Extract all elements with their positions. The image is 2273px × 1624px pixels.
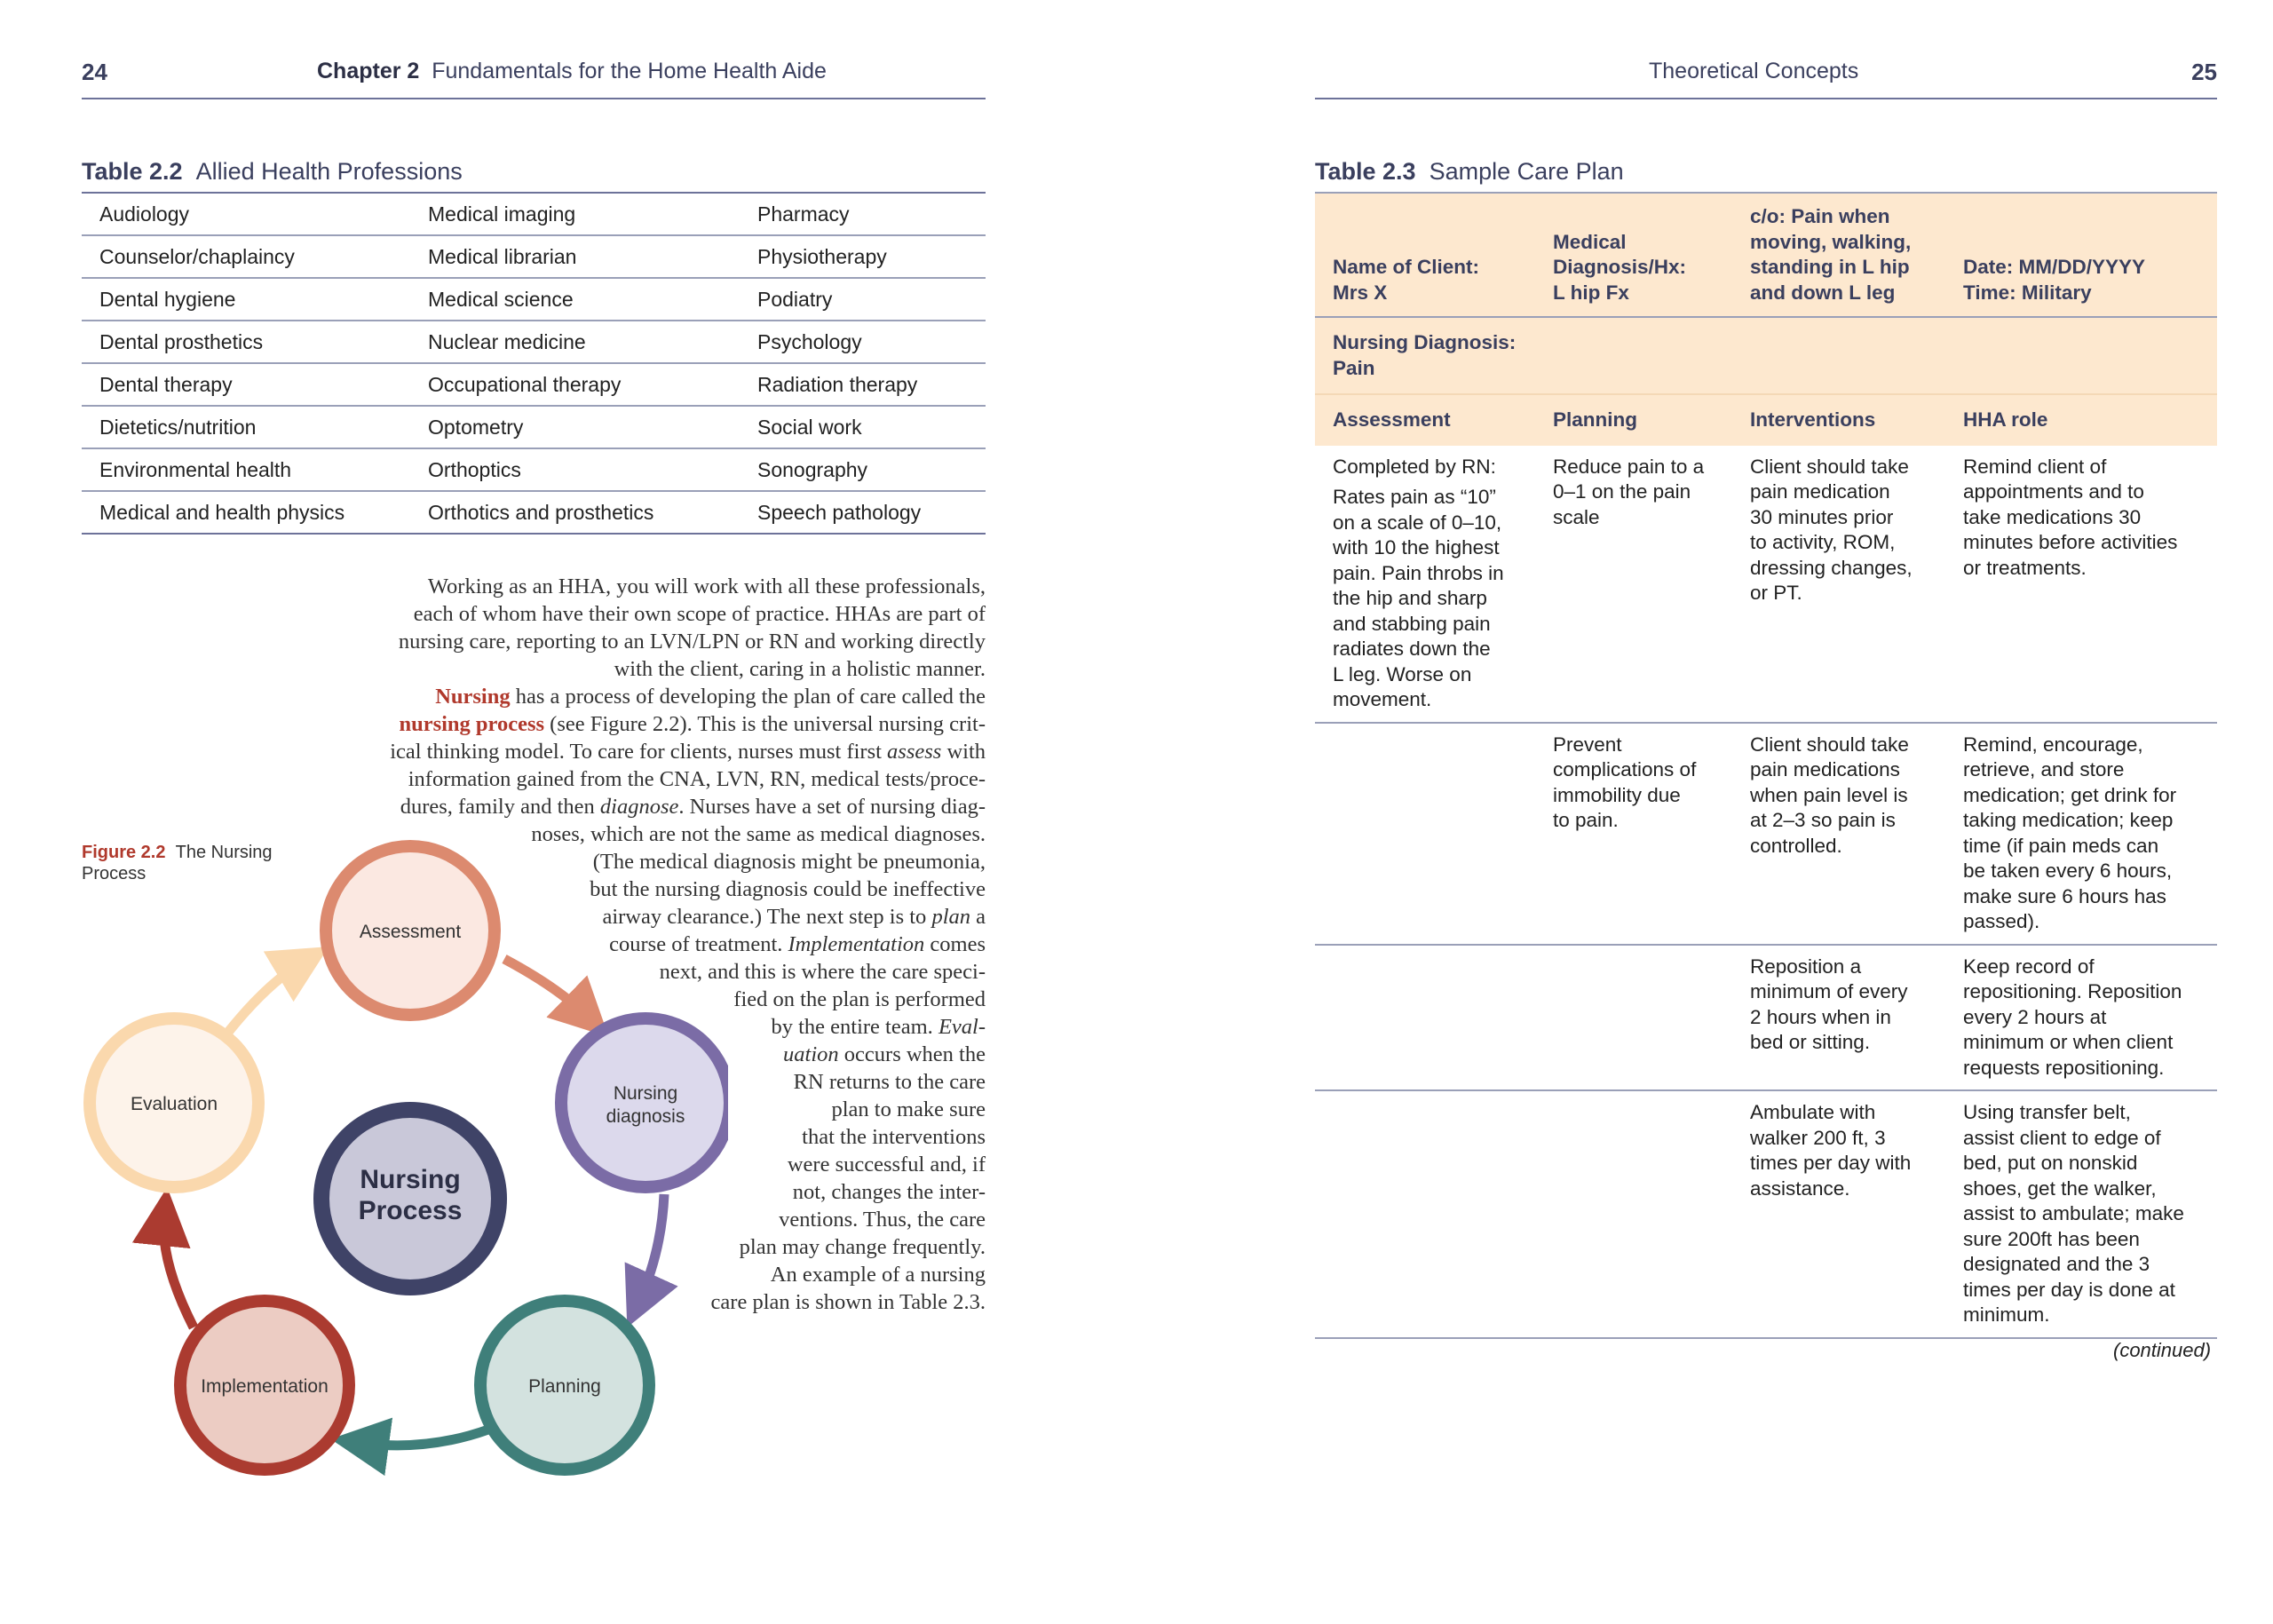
care-plan-interventions-cell — [1732, 446, 1945, 723]
body-line — [390, 710, 986, 738]
text-run: . Nurses have a set of nursing diag- — [678, 795, 986, 819]
planning-label: Planning — [528, 1376, 601, 1397]
table-cell: Medical science — [410, 278, 740, 321]
text-run: that the interventions — [802, 1125, 986, 1149]
text-run: course of treatment. — [609, 932, 788, 956]
care-plan-interventions: Ambulate with walker 200 ft, 3 times per day with assistance. — [1750, 1101, 1912, 1200]
table-cell: Social work — [740, 406, 986, 448]
care-plan-table — [1315, 192, 2217, 1339]
table-cell: Medical librarian — [410, 235, 740, 278]
care-plan-hha-role: Keep record of repositioning. Reposition every 2 hours at minimum or when client requests repositioning. — [1963, 955, 2182, 1079]
body-line — [390, 765, 986, 793]
text-run: with the client, caring in a holistic manner. — [614, 657, 986, 681]
care-plan-hha-role: Using transfer belt, assist client to edge of bed, put on nonskid shoes, get the walker, assist to ambulate; make sure 200ft has been designated and the 3 times per day is done at minimum. — [1963, 1101, 2184, 1326]
table-cell: Podiatry — [740, 278, 986, 321]
table-cell: Environmental health — [82, 448, 410, 491]
care-plan-assessment-cell — [1315, 945, 1535, 1091]
text-run: occurs when the — [838, 1042, 986, 1066]
emphasis: Implementation — [788, 932, 925, 956]
care-plan-row — [1315, 945, 2217, 1091]
continued-note: (continued) — [2113, 1339, 2212, 1361]
table-row — [82, 363, 986, 406]
body-line — [390, 655, 986, 683]
left-page — [0, 0, 1136, 1624]
care-plan-hha-role: Remind client of appointments and to take medications 30 minutes before activities or treatments. — [1963, 455, 2178, 579]
header-rule — [82, 98, 986, 99]
table-cell: Dental hygiene — [82, 278, 410, 321]
nursing-diagnosis-cell — [1315, 317, 1535, 394]
table-cell: Radiation therapy — [740, 363, 986, 406]
nursing-process-diagram — [71, 835, 728, 1527]
emphasis: plan — [931, 905, 970, 929]
col-head-planning: Planning — [1535, 394, 1732, 446]
diagnosis-label-line2: diagnosis — [606, 1106, 685, 1127]
arrow-evaluation-to-assessment — [226, 962, 304, 1034]
care-plan-assessment-cell — [1315, 446, 1535, 723]
table-cell: Sonography — [740, 448, 986, 491]
arrow-diagnosis-to-planning — [639, 1194, 664, 1301]
care-plan-assessment-cell — [1315, 1090, 1535, 1338]
care-plan-assessment: Rates pain as “10” on a scale of 0–10, with 10 the highest pain. Pain throbs in the hip and sharp and stabbing pain radiates down the L leg. Worse on movement. — [1333, 486, 1504, 710]
table-cell: Medical imaging — [410, 193, 740, 235]
table-cell: Psychology — [740, 321, 986, 363]
table-row — [82, 235, 986, 278]
table-row — [82, 491, 986, 534]
arrow-implementation-to-evaluation — [163, 1216, 194, 1327]
col-head-assessment: Assessment — [1315, 394, 1535, 446]
text-run: has a process of developing the plan of care called the — [510, 685, 986, 709]
table-caption — [82, 158, 463, 186]
table-cell: Physiotherapy — [740, 235, 986, 278]
table-cell: Nuclear medicine — [410, 321, 740, 363]
care-plan-planning-cell — [1535, 446, 1732, 723]
page-number: 24 — [82, 59, 107, 85]
page-number: 25 — [2191, 59, 2217, 85]
care-plan-interventions: Client should take pain medication 30 minutes prior to activity, ROM, dressing changes, or PT. — [1750, 455, 1913, 604]
center-label-line2: Process — [358, 1196, 463, 1225]
text-run: each of whom have their own scope of practice. HHAs are part of — [413, 602, 986, 626]
body-line — [390, 683, 986, 710]
text-run: Working as an HHA, you will work with all these professionals, — [427, 574, 986, 598]
column-heads-row — [1315, 394, 2217, 446]
care-plan-interventions-cell — [1732, 945, 1945, 1091]
medical-diagnosis: Medical Diagnosis/Hx: L hip Fx — [1553, 230, 1687, 304]
care-plan-planning-cell — [1535, 945, 1732, 1091]
date-time-cell — [1945, 193, 2217, 317]
text-run: (The medical diagnosis might be pneumonia, — [592, 850, 986, 874]
care-plan-planning-cell — [1535, 723, 1732, 945]
table-cell: Speech pathology — [740, 491, 986, 534]
complaint-cell — [1732, 193, 1945, 317]
nursing-diagnosis: Nursing Diagnosis: Pain — [1333, 331, 1517, 379]
table-cell: Orthotics and prosthetics — [410, 491, 740, 534]
care-plan-row — [1315, 1090, 2217, 1338]
allied-health-table — [82, 192, 986, 535]
table-cell: Dietetics/nutrition — [82, 406, 410, 448]
care-plan-assessment-cell — [1315, 723, 1535, 945]
table-cell: Optometry — [410, 406, 740, 448]
client-name: Name of Client: Mrs X — [1333, 256, 1480, 304]
text-run: nursing care, reporting to an LVN/LPN or RN and working directly — [398, 630, 986, 654]
table-title: Allied Health Professions — [195, 158, 463, 185]
care-plan-hha-role-cell — [1945, 446, 2217, 723]
body-line — [390, 793, 986, 820]
text-run: (see Figure 2.2). This is the universal nursing crit- — [544, 712, 986, 736]
care-plan-hha-role-cell — [1945, 1090, 2217, 1338]
text-run: care plan is shown in Table 2.3. — [710, 1290, 986, 1314]
text-run: not, changes the inter- — [792, 1180, 986, 1204]
care-plan-header-row — [1315, 193, 2217, 317]
table-label: Table 2.3 — [1315, 158, 1416, 185]
arrow-assessment-to-diagnosis — [504, 959, 588, 1017]
text-run: fied on the plan is performed — [733, 987, 986, 1011]
text-run: but the nursing diagnosis could be ineffective — [590, 877, 986, 901]
text-run: with — [941, 740, 986, 764]
figure-label: Figure 2.2 — [82, 843, 166, 862]
text-run: noses, which are not the same as medical diagnoses. — [531, 822, 986, 846]
table-cell: Occupational therapy — [410, 363, 740, 406]
care-plan-row — [1315, 723, 2217, 945]
table-row — [82, 448, 986, 491]
text-run: plan may change frequently. — [739, 1235, 986, 1259]
care-plan-caption — [1315, 158, 1624, 186]
care-plan-interventions: Client should take pain medications when pain level is at 2–3 so pain is controlled. — [1750, 733, 1909, 857]
table-cell: Dental therapy — [82, 363, 410, 406]
client-name-cell — [1315, 193, 1535, 317]
care-plan-row — [1315, 446, 2217, 723]
text-run: airway clearance.) The next step is to — [602, 905, 932, 929]
care-plan-planning-cell — [1535, 1090, 1732, 1338]
chapter-label: Chapter 2 — [317, 59, 420, 83]
arrow-planning-to-implementation — [360, 1430, 488, 1446]
text-run: by the entire team. — [771, 1015, 939, 1039]
emphasis: diagnose — [599, 795, 679, 819]
table-label: Table 2.2 — [82, 158, 183, 185]
header-rule — [1315, 98, 2217, 99]
body-line — [390, 738, 986, 765]
care-plan-hha-role-cell — [1945, 945, 2217, 1091]
table-cell: Dental prosthetics — [82, 321, 410, 363]
text-run: were successful and, if — [787, 1153, 986, 1176]
medical-diagnosis-cell — [1535, 193, 1732, 317]
running-title: Theoretical Concepts — [1649, 59, 1859, 83]
text-run: next, and this is where the care speci- — [659, 960, 986, 984]
care-plan-hha-role-cell — [1945, 723, 2217, 945]
text-run: plan to make sure — [831, 1097, 986, 1121]
key-term: Nursing — [435, 685, 511, 709]
care-plan-hha-role: Remind, encourage, retrieve, and store medication; get drink for taking medication; keep time (if pain meds can be taken every 6 hours, make sure 6 hours has passed). — [1963, 733, 2177, 932]
text-run: comes — [924, 932, 986, 956]
emphasis: Eval- — [938, 1015, 986, 1039]
table-row — [82, 406, 986, 448]
col-head-interventions: Interventions — [1732, 394, 1945, 446]
assessment-label: Completed by RN: — [1333, 455, 1496, 478]
evaluation-label: Evaluation — [130, 1094, 218, 1114]
figure-title-line1: The Nursing — [175, 843, 273, 862]
text-run: information gained from the CNA, LVN, RN, medical tests/proce- — [408, 767, 986, 791]
emphasis: assess — [887, 740, 942, 764]
figure-title-line2: Process — [82, 864, 147, 883]
complaint: c/o: Pain when moving, walking, standing in L hip and down L leg — [1750, 205, 1912, 304]
date-time: Date: MM/DD/YYYY Time: Military — [1963, 256, 2146, 304]
table-cell: Audiology — [82, 193, 410, 235]
emphasis: uation — [783, 1042, 839, 1066]
text-run: a — [970, 905, 986, 929]
text-run: ical thinking model. To care for clients, nurses must first — [390, 740, 888, 764]
assessment-label: Assessment — [359, 922, 462, 942]
table-cell: Orthoptics — [410, 448, 740, 491]
table-cell: Medical and health physics — [82, 491, 410, 534]
table-title: Sample Care Plan — [1429, 158, 1624, 185]
care-plan-interventions: Reposition a minimum of every 2 hours when in bed or sitting. — [1750, 955, 1908, 1053]
text-run: ventions. Thus, the care — [779, 1208, 986, 1232]
table-cell: Counselor/chaplaincy — [82, 235, 410, 278]
body-line — [390, 628, 986, 655]
chapter-title: Fundamentals for the Home Health Aide — [432, 59, 827, 83]
col-head-hha-role: HHA role — [1945, 394, 2217, 446]
table-cell: Pharmacy — [740, 193, 986, 235]
care-plan-interventions-cell — [1732, 723, 1945, 945]
body-line — [390, 600, 986, 628]
care-plan-interventions-cell — [1732, 1090, 1945, 1338]
implementation-label: Implementation — [201, 1376, 329, 1397]
table-row — [82, 278, 986, 321]
text-run: An example of a nursing — [770, 1263, 986, 1287]
table-row — [82, 321, 986, 363]
center-label-line1: Nursing — [360, 1165, 461, 1194]
nursing-diagnosis-row — [1315, 317, 2217, 394]
text-run: RN returns to the care — [793, 1070, 986, 1094]
key-term: nursing process — [399, 712, 545, 736]
diagnosis-label-line1: Nursing — [613, 1083, 678, 1104]
care-plan-planning: Prevent complications of immobility due to pain. — [1553, 733, 1697, 831]
body-line — [390, 573, 986, 600]
text-run: dures, family and then — [400, 795, 600, 819]
running-header — [317, 59, 827, 84]
table-row — [82, 193, 986, 235]
care-plan-planning: Reduce pain to a 0–1 on the pain scale — [1553, 455, 1705, 528]
